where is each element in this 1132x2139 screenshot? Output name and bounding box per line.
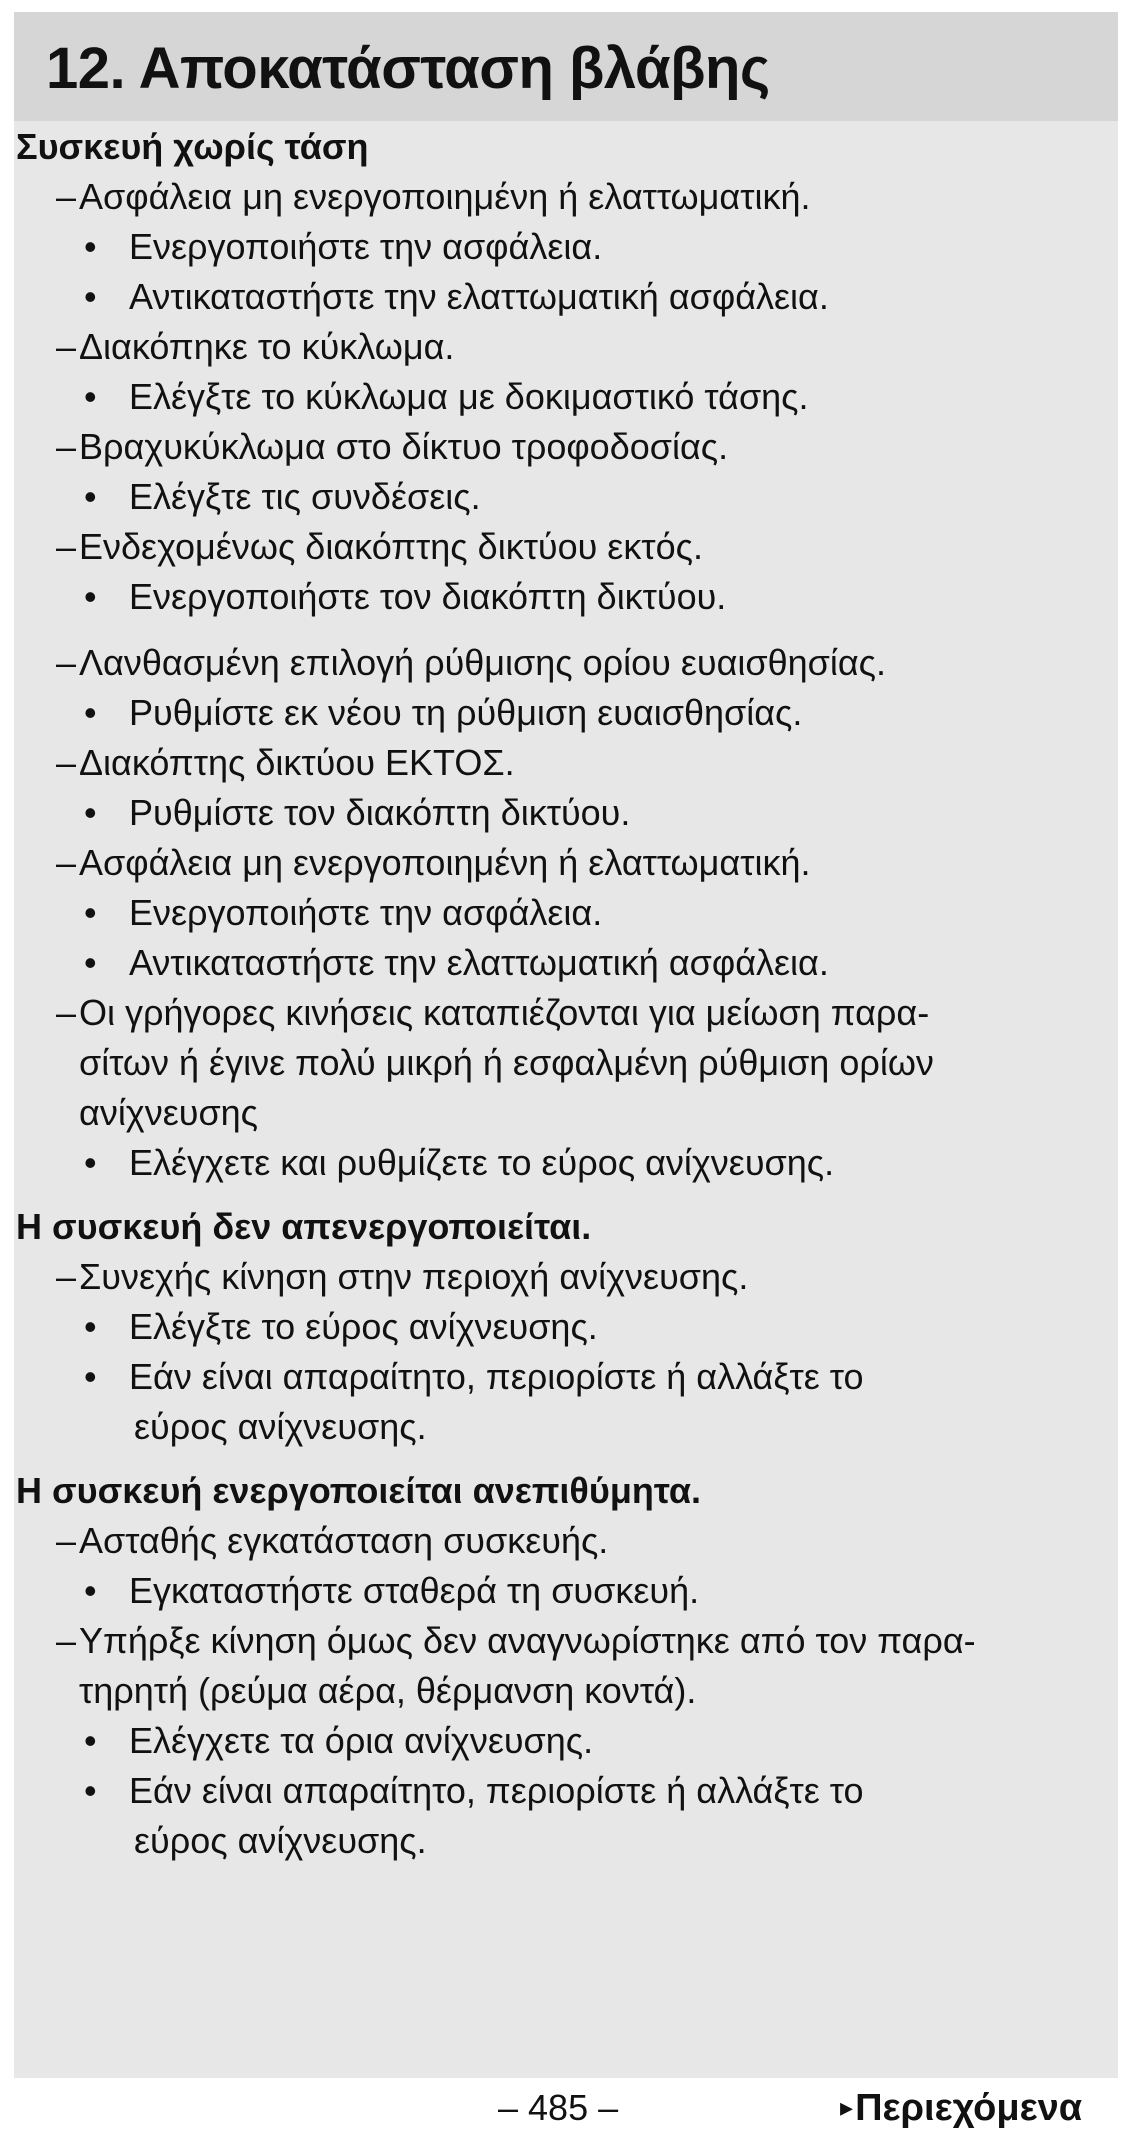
dash-marker: –: [56, 426, 77, 467]
remedy-text: Ελέγχετε τα όρια ανίχνευσης.: [129, 1720, 594, 1761]
dash-marker: –: [56, 992, 77, 1033]
remedy-item: [16, 1566, 1091, 1616]
remedy-text: εύρος ανίχνευσης.: [134, 1406, 427, 1447]
bullet-icon: •: [84, 1770, 97, 1811]
bullet-icon: •: [84, 1720, 97, 1761]
remedy-text: Αντικαταστήστε την ελαττωματική ασφάλεια.: [129, 942, 829, 983]
remedy-text: Ενεργοποιήστε τον διακόπτη δικτύου.: [129, 576, 727, 617]
remedy-item: [16, 1766, 1091, 1866]
fault-condition-text: Ενδεχομένως διακόπτης δικτύου εκτός.: [79, 526, 703, 567]
remedy-text: Ελέγξτε το εύρος ανίχνευσης.: [129, 1306, 598, 1347]
dash-marker: –: [56, 326, 77, 367]
bullet-icon: •: [84, 376, 97, 417]
bullet-icon: •: [84, 226, 97, 267]
fault-condition: [16, 638, 1091, 688]
remedy-text: Αντικαταστήστε την ελαττωματική ασφάλεια.: [129, 276, 829, 317]
remedy-text: Ελέγξτε το κύκλωμα με δοκιμαστικό τάσης.: [129, 376, 809, 417]
bullet-icon: •: [84, 276, 97, 317]
fault-condition: [16, 738, 1091, 788]
section-title: Η συσκευή ενεργοποιείται ανεπιθύμητα.: [16, 1470, 702, 1511]
remedy-item: [16, 938, 1091, 988]
remedy-item: [16, 1352, 1091, 1452]
remedy-text: Ενεργοποιήστε την ασφάλεια.: [129, 892, 603, 933]
remedy-text: Ενεργοποιήστε την ασφάλεια.: [129, 226, 603, 267]
fault-condition-text: Ασταθής εγκατάσταση συσκευής.: [79, 1520, 609, 1561]
remedy-item: [16, 688, 1091, 738]
remedy-item: [16, 272, 1091, 322]
dash-marker: –: [56, 742, 77, 783]
bullet-icon: •: [84, 1306, 97, 1347]
remedy-text: Εάν είναι απαραίτητο, περιορίστε ή αλλάξτε το: [129, 1356, 864, 1397]
fault-condition: [16, 172, 1091, 222]
remedy-item: [16, 1302, 1091, 1352]
fault-condition-text: Ασφάλεια μη ενεργοποιημένη ή ελαττωματική.: [79, 176, 811, 217]
fault-condition: [16, 988, 1091, 1138]
page-header: [14, 12, 1118, 121]
fault-condition-text: Διακόπτης δικτύου ΕΚΤΟΣ.: [79, 742, 515, 783]
bullet-icon: •: [84, 1570, 97, 1611]
fault-condition-text: Οι γρήγορες κινήσεις καταπιέζονται για μείωση παρα-: [79, 992, 930, 1033]
remedy-item: [16, 1716, 1091, 1766]
bullet-icon: •: [84, 1142, 97, 1183]
bullet-icon: •: [84, 892, 97, 933]
fault-condition: [16, 1616, 1091, 1716]
fault-condition-text: Βραχυκύκλωμα στο δίκτυο τροφοδοσίας.: [79, 426, 729, 467]
fault-condition-text: Λανθασμένη επιλογή ρύθμισης ορίου ευαισθησίας.: [79, 642, 887, 683]
section-title: Συσκευή χωρίς τάση: [16, 126, 369, 167]
fault-condition-text: σίτων ή έγινε πολύ μικρή ή εσφαλμένη ρύθμιση ορίων: [79, 1042, 934, 1083]
fault-condition: [16, 422, 1091, 472]
remedy-text: Ρυθμίστε εκ νέου τη ρύθμιση ευαισθησίας.: [129, 692, 803, 733]
dash-marker: –: [56, 842, 77, 883]
contents-link[interactable]: [840, 2086, 1082, 2132]
fault-condition: [16, 522, 1091, 572]
arrow-right-icon: ▸: [840, 2091, 854, 2122]
remedy-text: Εάν είναι απαραίτητο, περιορίστε ή αλλάξτε το: [129, 1770, 864, 1811]
bullet-icon: •: [84, 1356, 97, 1397]
fault-condition: [16, 322, 1091, 372]
contents-link-label: Περιεχόμενα: [855, 2087, 1083, 2129]
remedy-item: [16, 222, 1091, 272]
remedy-text: Εγκαταστήστε σταθερά τη συσκευή.: [129, 1570, 700, 1611]
remedy-item: [16, 888, 1091, 938]
remedy-item: [16, 472, 1091, 522]
fault-condition-text: Διακόπηκε το κύκλωμα.: [79, 326, 455, 367]
remedy-text: Ελέγξτε τις συνδέσεις.: [129, 476, 481, 517]
fault-condition-text: τηρητή (ρεύμα αέρα, θέρμανση κοντά).: [79, 1670, 697, 1711]
dash-marker: –: [56, 526, 77, 567]
bullet-icon: •: [84, 942, 97, 983]
page-title: 12. Αποκατάσταση βλάβης: [46, 36, 770, 101]
dash-marker: –: [56, 1256, 77, 1297]
bullet-icon: •: [84, 476, 97, 517]
dash-marker: –: [56, 642, 77, 683]
fault-condition: [16, 838, 1091, 888]
dash-marker: –: [56, 1520, 77, 1561]
remedy-item: [16, 788, 1091, 838]
bullet-icon: •: [84, 692, 97, 733]
remedy-text: εύρος ανίχνευσης.: [134, 1820, 427, 1861]
fault-condition: [16, 1516, 1091, 1566]
fault-condition-text: Συνεχής κίνηση στην περιοχή ανίχνευσης.: [79, 1256, 749, 1297]
remedy-text: Ελέγχετε και ρυθμίζετε το εύρος ανίχνευσης.: [129, 1142, 835, 1183]
remedy-item: [16, 372, 1091, 422]
dash-marker: –: [56, 176, 77, 217]
fault-condition-text: Υπήρξε κίνηση όμως δεν αναγνωρίστηκε από τον παρα-: [79, 1620, 976, 1661]
remedy-item: [16, 1138, 1091, 1188]
troubleshooting-content: [16, 122, 1091, 1866]
section-title: Η συσκευή δεν απενεργοποιείται.: [16, 1206, 592, 1247]
dash-marker: –: [56, 1620, 77, 1661]
bullet-icon: •: [84, 576, 97, 617]
bullet-icon: •: [84, 792, 97, 833]
remedy-text: Ρυθμίστε τον διακόπτη δικτύου.: [129, 792, 631, 833]
fault-condition-text: ανίχνευσης: [79, 1092, 259, 1133]
fault-condition-text: Ασφάλεια μη ενεργοποιημένη ή ελαττωματική.: [79, 842, 811, 883]
fault-condition: [16, 1252, 1091, 1302]
remedy-item: [16, 572, 1091, 622]
page-number: – 485 –: [498, 2087, 619, 2128]
